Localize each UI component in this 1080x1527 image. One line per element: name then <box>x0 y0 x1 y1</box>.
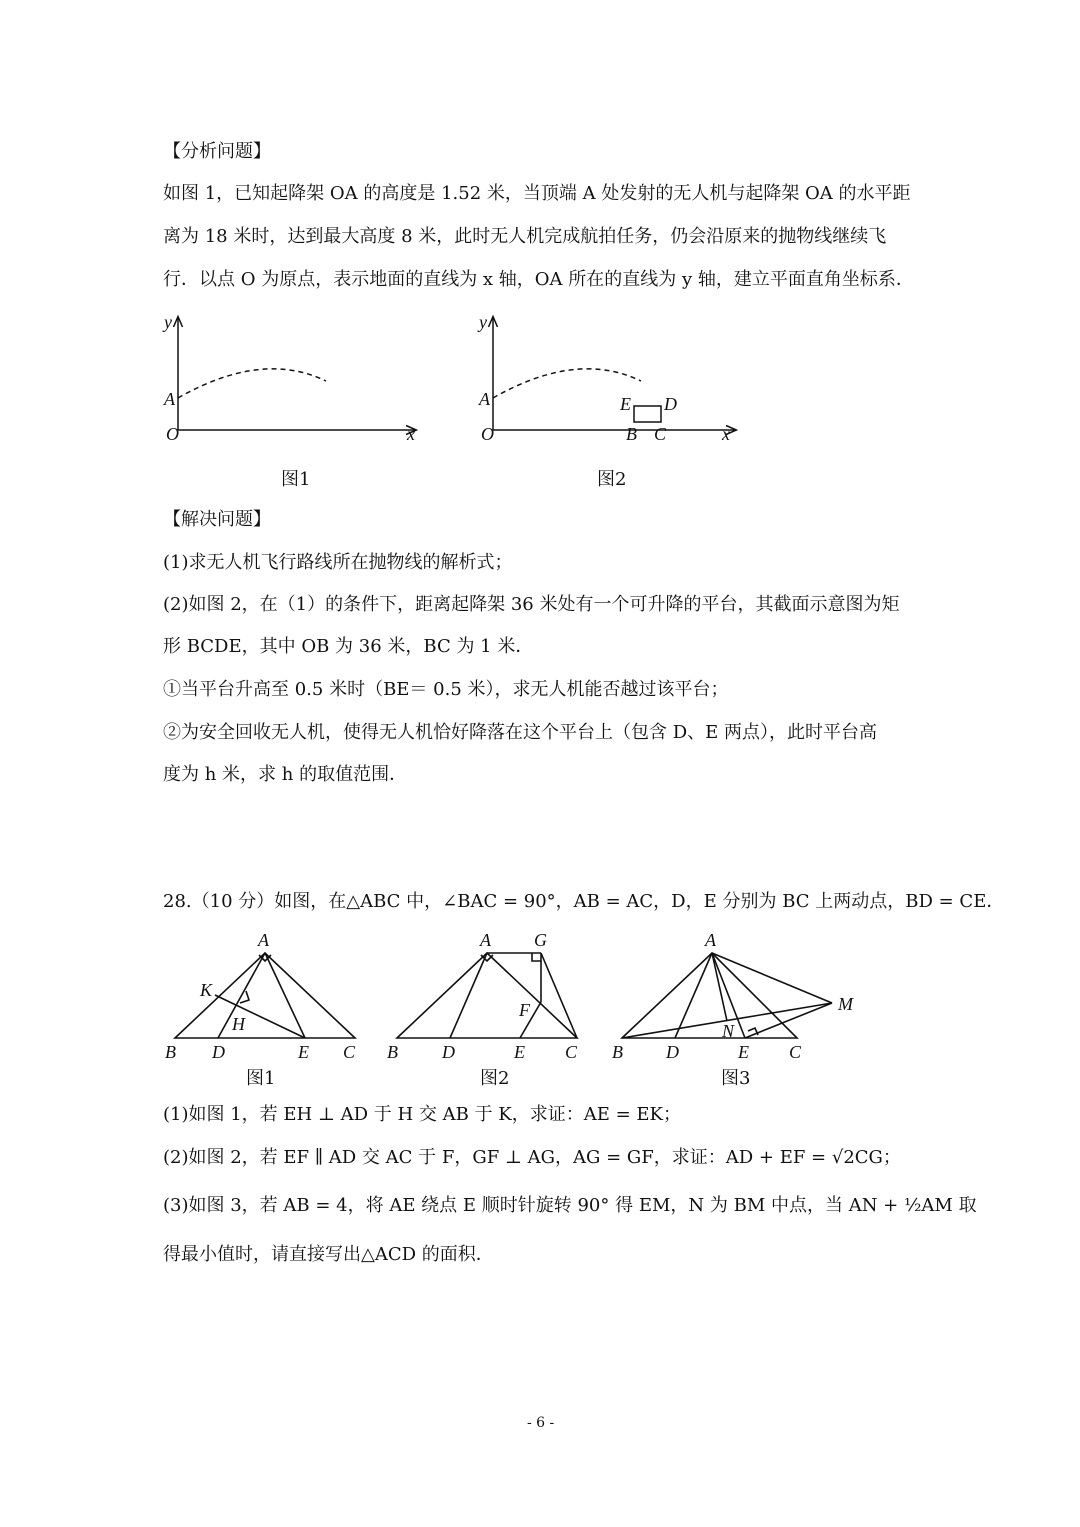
label-O: O <box>481 424 494 444</box>
point-label: D <box>666 1042 679 1062</box>
text-line: 度为 h 米，求 h 的取值范围． <box>163 764 408 785</box>
label-C: C <box>654 424 667 444</box>
label-y: y <box>479 312 487 332</box>
q28-part-3: (3)如图 3，若 AB = 4，将 AE 绕点 E 顺时针旋转 90° 得 EM，N 为 BM 中点，当 AN + ½AM 取 <box>163 1195 977 1216</box>
q28-part-2: (2)如图 2，若 EF ∥ AD 交 AC 于 F，GF ⊥ AG，AG = GF，求证：AD + EF = √2CG； <box>163 1147 901 1168</box>
point-label: A <box>480 930 491 950</box>
point-label: A <box>705 930 716 950</box>
label-x: x <box>722 424 730 444</box>
label-A: A <box>479 389 490 409</box>
q28-part-3-cont: 得最小值时，请直接写出△ACD 的面积． <box>163 1244 494 1265</box>
label-E: E <box>620 394 631 414</box>
point-label: D <box>212 1042 225 1062</box>
label-x: x <box>407 424 415 444</box>
label-A: A <box>164 389 175 409</box>
section-heading-solve: 【解决问题】 <box>163 509 271 530</box>
point-label: B <box>165 1042 176 1062</box>
point-label: B <box>612 1042 623 1062</box>
label-y: y <box>164 312 172 332</box>
point-label: K <box>200 980 213 1000</box>
point-label: N <box>722 1021 735 1041</box>
q28-part-1: (1)如图 1，若 EH ⊥ AD 于 H 交 AB 于 K，求证：AE = EK； <box>163 1104 681 1125</box>
text-line: (2)如图 2，在（1）的条件下，距离起降架 36 米处有一个可升降的平台，其截面示意图为矩 <box>163 594 900 615</box>
point-label: C <box>343 1042 356 1062</box>
text-line: 离为 18 米时，达到最大高度 8 米，此时无人机完成航拍任务，仍会沿原来的抛物线继续飞 <box>163 226 887 247</box>
label-O: O <box>166 424 179 444</box>
text-line: 形 BCDE，其中 OB 为 36 米，BC 为 1 米． <box>163 636 534 657</box>
point-label: C <box>789 1042 802 1062</box>
page-number: - 6 - <box>527 1415 555 1431</box>
q28-figure-1-caption: 图1 <box>246 1068 276 1089</box>
question-28-stem: 28.（10 分）如图，在△ABC 中，∠BAC = 90°，AB = AC，D，E 分别为 BC 上两动点，BD = CE． <box>163 891 1005 912</box>
point-label: A <box>258 930 269 950</box>
q28-figure-2 <box>397 953 577 1038</box>
point-label: H <box>232 1014 245 1034</box>
section-heading-analyze: 【分析问题】 <box>163 141 271 162</box>
point-label: M <box>838 994 853 1014</box>
figure-1-coordinate <box>178 318 415 430</box>
figure-2-caption: 图2 <box>597 469 627 490</box>
point-label: C <box>565 1042 578 1062</box>
text-line: (1)求无人机飞行路线所在抛物线的解析式； <box>163 552 513 573</box>
figure-1-caption: 图1 <box>281 469 311 490</box>
point-label: E <box>298 1042 309 1062</box>
point-label: D <box>442 1042 455 1062</box>
text-line: 行．以点 O 为原点，表示地面的直线为 x 轴，OA 所在的直线为 y 轴，建立平面直角坐标系． <box>163 269 914 290</box>
label-D: D <box>664 394 677 414</box>
text-line: ②为安全回收无人机，使得无人机恰好降落在这个平台上（包含 D、E 两点），此时平台高 <box>163 722 878 743</box>
point-label: G <box>534 930 547 950</box>
point-label: E <box>514 1042 525 1062</box>
point-label: E <box>738 1042 749 1062</box>
q28-figure-2-caption: 图2 <box>480 1068 510 1089</box>
point-label: B <box>387 1042 398 1062</box>
label-B: B <box>626 424 637 444</box>
figure-2-coordinate <box>493 318 735 430</box>
text-line: 如图 1，已知起降架 OA 的高度是 1.52 米，当顶端 A 处发射的无人机与起降架 OA 的水平距 <box>163 183 911 204</box>
point-label: F <box>519 1000 530 1020</box>
text-line: ①当平台升高至 0.5 米时（BE＝ 0.5 米），求无人机能否越过该平台； <box>163 679 729 700</box>
q28-figure-3-caption: 图3 <box>721 1068 751 1089</box>
